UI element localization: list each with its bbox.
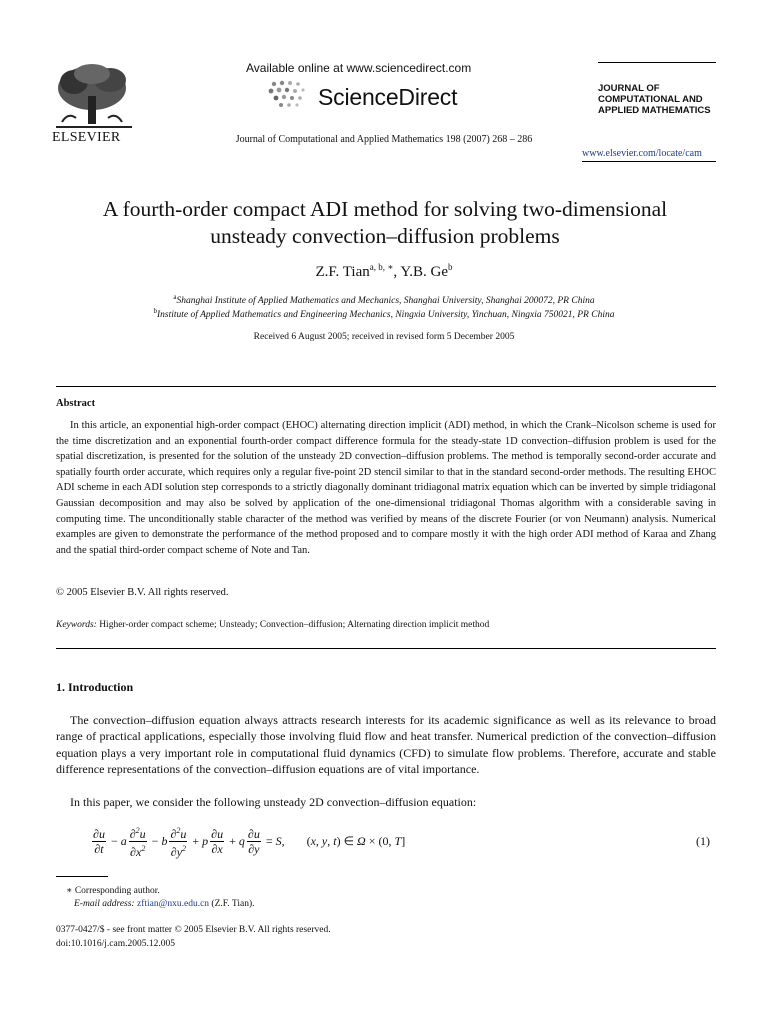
sciencedirect-logo <box>268 80 316 113</box>
author-affiliation-mark[interactable]: a, b, ∗ <box>369 262 394 272</box>
affiliation <box>0 307 768 320</box>
eq-term: $\frac{\partial^2u}{\partial x^2}$ <box>129 825 146 859</box>
affiliation-text: Institute of Applied Mathematics and Engineering Mechanics, Ningxia University, Yinchuan, Ningxia 750021, PR China <box>157 310 615 321</box>
abstract-top-rule <box>56 386 716 387</box>
issn-line: 0377-0427/$ - see front matter © 2005 Elsevier B.V. All rights reserved. <box>56 925 331 935</box>
email-owner: (Z.F. Tian). <box>209 899 255 909</box>
keywords-label: Keywords: <box>56 620 97 630</box>
keywords-text: Higher-order compact scheme; Unsteady; Convection–diffusion; Alternating direction implicit method <box>99 620 490 630</box>
email-label: E-mail address: <box>74 899 135 909</box>
sciencedirect-dots-icon <box>268 80 316 108</box>
author-affiliation-mark[interactable]: b <box>447 262 453 272</box>
doi-line[interactable]: doi:10.1016/j.cam.2005.12.005 <box>56 939 176 949</box>
intro-paragraph: In this paper, we consider the following unsteady 2D convection–diffusion equation: <box>70 795 477 809</box>
email-note <box>74 899 254 909</box>
journal-box-line: JOURNAL OF <box>598 83 660 94</box>
affiliation-mark: a <box>173 293 177 301</box>
sciencedirect-name: ScienceDirect <box>318 84 458 110</box>
affiliation-text: Shanghai Institute of Applied Mathematics and Mechanics, Shanghai University, Shanghai 200072, PR China <box>176 296 595 307</box>
keywords <box>56 620 489 630</box>
eq-term: $\frac{\partial u}{\partial t}$ <box>93 826 105 856</box>
abstract-body: In this article, an exponential high-order compact (EHOC) alternating direction implicit (ADI) method, in which the Crank–Nicolson scheme is used for the time discretization and an exponential fourth-order compact difference formula for the steady-state 1D convection–diffusion problem is used for the spatial discretization, is presented for the solution of the unsteady 2D convection–diffusion problems. The method is temporally second-order accurate and spatially fourth order accurate, which requires only a regular five-point 2D stencil similar to that in the standard second-order methods. The resulting EHOC ADI scheme in each ADI solution step corresponds to a strictly diagonally dominant tridiagonal matrix equation which can be inverted by simple tridiagonal Gaussian decomposition and may also be solved by application of the one-dimensional tridiagonal Thomas algorithm with a considerable saving in computing time. The unconditionally stable character of the method was verified by means of the discrete Fourier (or von Neumann) analysis. Numerical examples are given to demonstrate the performance of the method proposed and to compare mostly it with the high order ADI method of Karaa and Zhang and the spatial third-order compact scheme of Note and Tan. <box>56 420 716 556</box>
eq-term: $\frac{\partial u}{\partial y}$ <box>247 826 260 856</box>
author-separator: , <box>393 264 401 280</box>
journal-title-box <box>598 83 711 116</box>
journal-citation: Journal of Computational and Applied Mathematics 198 (2007) 268 – 286 <box>235 134 533 145</box>
journal-box-line: APPLIED MATHEMATICS <box>598 105 711 116</box>
equation-number: (1) <box>696 834 710 848</box>
journal-url-link[interactable]: www.elsevier.com/locate/cam <box>582 148 702 159</box>
author-name[interactable]: Y.B. Ge <box>400 264 448 280</box>
journal-box-rule <box>598 62 716 63</box>
abstract-heading: Abstract <box>56 398 96 409</box>
title-line: unsteady convection–diffusion problems <box>210 224 560 248</box>
affiliation-mark: b <box>153 307 158 315</box>
received-dates: Received 6 August 2005; received in revised form 5 December 2005 <box>253 332 515 342</box>
url-rule <box>582 161 716 162</box>
article-title <box>40 196 730 250</box>
eq-term: $\frac{\partial^2u}{\partial y^2}$ <box>170 825 187 859</box>
corresponding-author-note: ∗ Corresponding author. <box>66 886 160 896</box>
affiliation <box>0 293 768 306</box>
equation-1: $\frac{\partial u}{\partial t}$ − a $\frac{\partial^2u}{\partial x^2}$ − b $\frac{\partial^2u}{\partial y^2}$ + p $\frac{\partial u}{\partial x}$ + q $\frac{\partial u}{\partial y}$ = S , (x, y, t) ∈ Ω × (0, T] <box>93 825 406 859</box>
abstract-bottom-rule <box>56 648 716 649</box>
author-name[interactable]: Z.F. Tian <box>315 264 370 280</box>
available-online-text: Available online at www.sciencedirect.com <box>246 61 472 75</box>
intro-paragraph: The convection–diffusion equation always attracts research interests for its academic significance as well as its relevance to broad range of practical applications, especially those involving fluid flow and heat transfer. Numerical prediction of the convection–diffusion equation plays a very important role in computational fluid dynamics (CFD) to simulate flow problems. Therefore, accurate and stable difference representations of the convection–diffusion equations are of vital importance. <box>56 713 716 777</box>
eq-term: $\frac{\partial u}{\partial x}$ <box>211 826 224 856</box>
journal-box-line: COMPUTATIONAL AND <box>598 94 703 105</box>
title-line: A fourth-order compact ADI method for solving two-dimensional <box>102 197 668 221</box>
abstract-copyright: © 2005 Elsevier B.V. All rights reserved. <box>56 587 229 598</box>
footnote-rule <box>56 876 108 877</box>
publisher-name: ELSEVIER <box>52 130 121 145</box>
email-link[interactable]: zftian@nxu.edu.cn <box>136 899 210 909</box>
section-heading-introduction: 1. Introduction <box>56 680 134 694</box>
author-list <box>0 262 768 281</box>
